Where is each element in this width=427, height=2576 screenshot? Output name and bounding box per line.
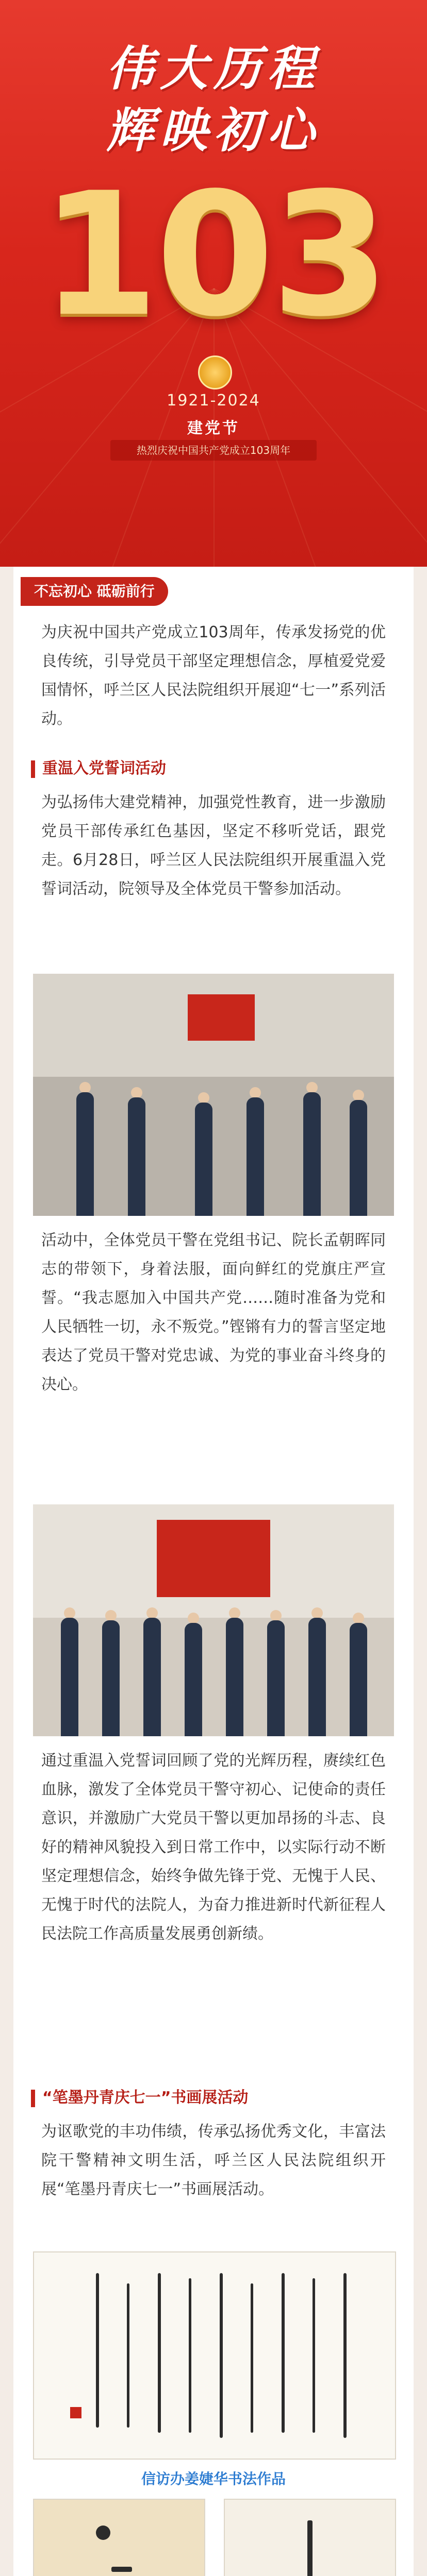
section1-title-text: 重温入党誓词活动	[42, 759, 166, 777]
section1-paragraph1: 为弘扬伟大建党精神，加强党性教育，进一步激励党员干部传承红色基因，坚定不移听党话，跟党走。6月28日，呼兰区人民法院组织开展重温入党誓词活动，院领导及全体党员干警参加活动。	[41, 793, 386, 898]
calligraphy-work-2a	[33, 2499, 205, 2576]
section-tag: 不忘初心 砥砺前行	[21, 577, 168, 606]
hero-title-line1: 伟大历程	[106, 41, 321, 96]
hero-title-line2: 辉映初心	[106, 103, 321, 158]
section-bar-icon	[31, 760, 35, 778]
intro-paragraph: 为庆祝中国共产党成立103周年，传承发扬党的优良传统，引导党员干部坚定理想信念，厚植爱党爱国情怀，呼兰区人民法院组织开展迎“七一”系列活动。	[41, 623, 386, 728]
section-bar-icon	[31, 2090, 35, 2107]
section1-paragraph3: 通过重温入党誓词回顾了党的光辉历程，赓续红色血脉，激发了全体党员干警守初心、记使命的责任意识，并激励广大党员干警以更加昂扬的斗志、良好的精神风貌投入到日常工作中，以实际行动不断坚定理想信念，始终争做先锋于党、无愧于人民、无愧于时代的法院人，为奋力推进新时代新征程人民法院工作高质量发展勇创新绩。	[41, 1752, 386, 1943]
hero-subtitle: 热烈庆祝中国共产党成立103周年	[110, 440, 317, 461]
calligraphy-work-1	[33, 2251, 396, 2460]
oath-photo-1	[33, 974, 394, 1216]
section2-title-text: “笔墨丹青庆七一”书画展活动	[42, 2089, 249, 2107]
hero-years: 1921-2024	[167, 392, 260, 410]
oath-photo-2	[33, 1504, 394, 1736]
section1-title	[31, 757, 166, 780]
hero-anniversary-number: 103	[40, 156, 387, 354]
hero-label: 建党节	[187, 419, 240, 437]
caption-calligraphy-1: 信访办姜婕华书法作品	[141, 2470, 286, 2487]
section1-paragraph2: 活动中，全体党员干警在党组书记、院长孟朝晖同志的带领下，身着法服，面向鲜红的党旗庄严宣誓。“我志愿加入中国共产党……随时准备为党和人民牺牲一切，永不叛党。”铿锵有力的誓言坚定地表达了党员干警对党忠诚、为党的事业奋斗终身的决心。	[41, 1231, 386, 1394]
section2-paragraph1: 为讴歌党的丰功伟绩，传承弘扬优秀文化，丰富法院干警精神文明生活，呼兰区人民法院组织开展“笔墨丹青庆七一”书画展活动。	[41, 2123, 386, 2198]
party-emblem-icon	[198, 355, 232, 389]
hero-banner	[0, 0, 427, 567]
section2-title	[31, 2087, 248, 2109]
calligraphy-work-2b	[224, 2499, 396, 2576]
